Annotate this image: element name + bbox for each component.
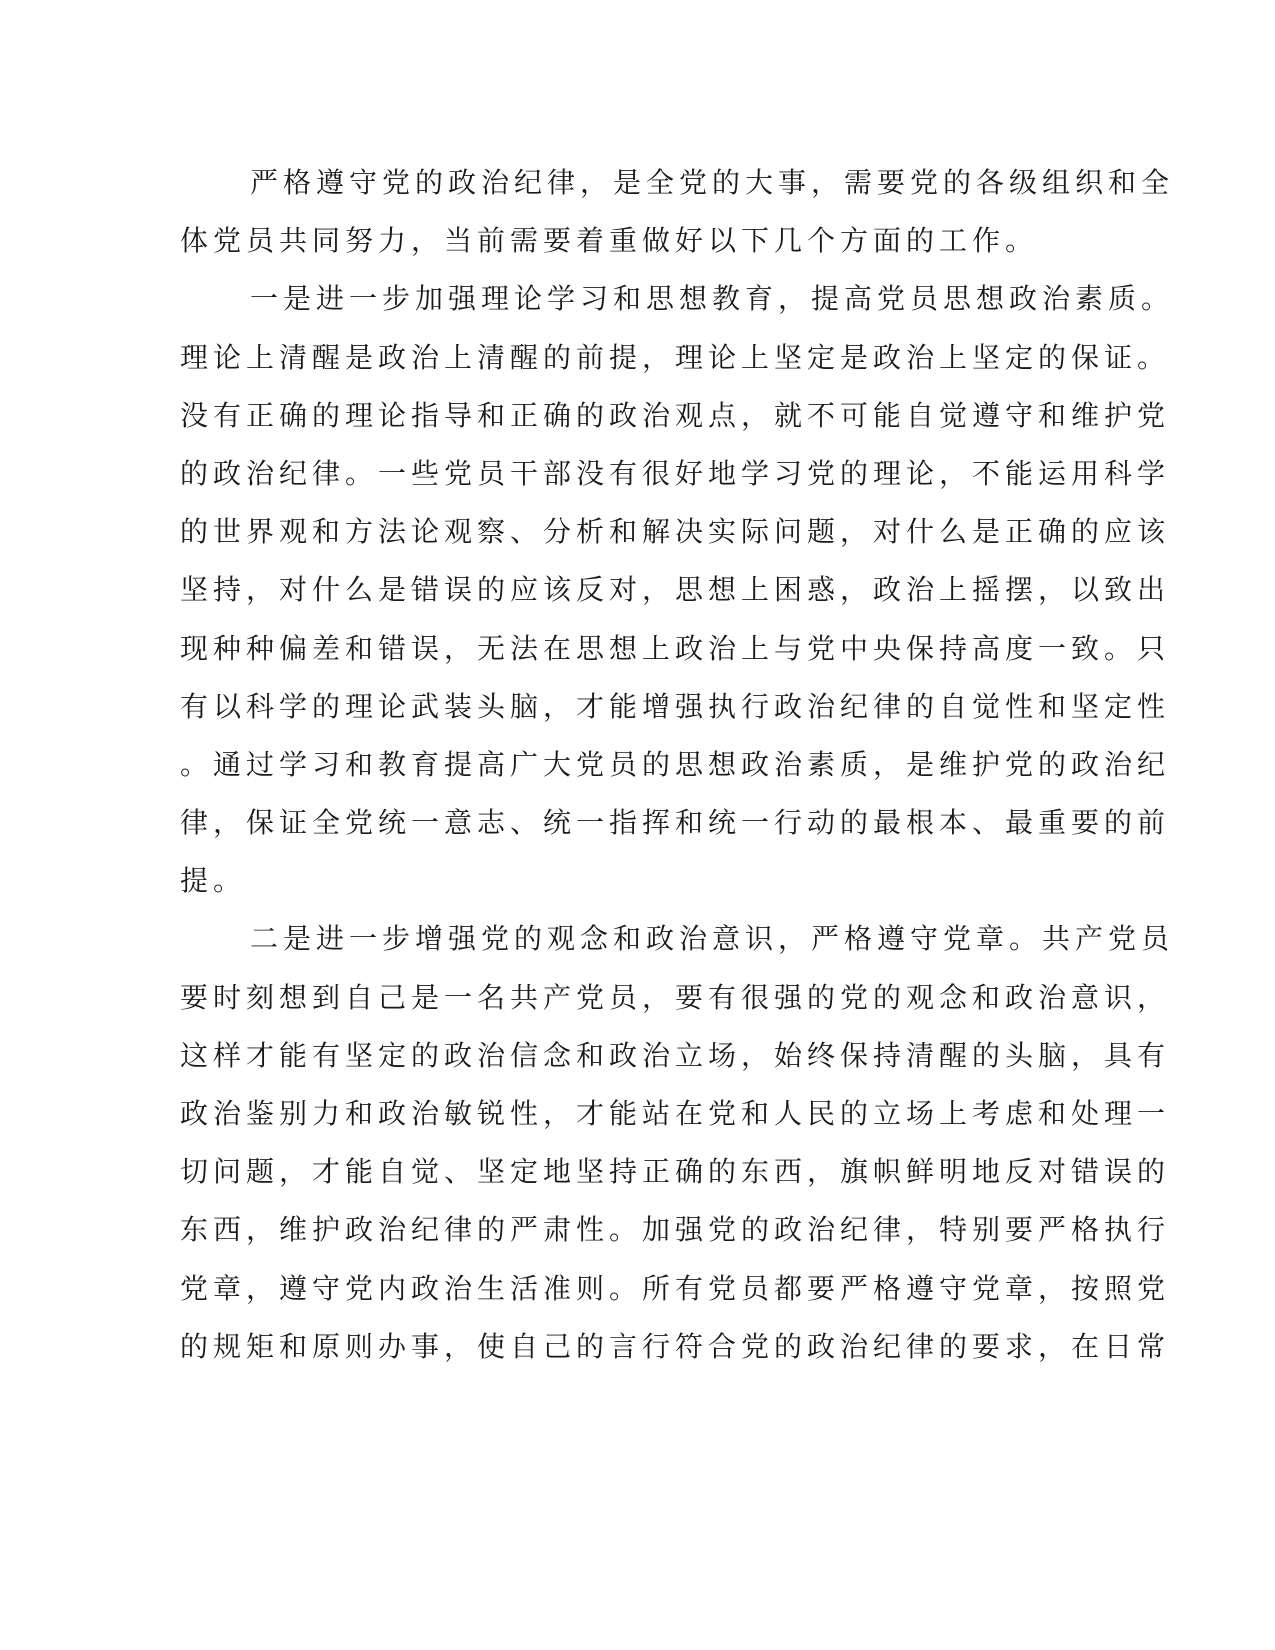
paragraph-line: 的世界观和方法论观察、分析和解决实际问题，对什么是正确的应该 (180, 515, 1171, 549)
paragraph-line: 提。 (180, 864, 247, 898)
paragraph-line: 现种种偏差和错误，无法在思想上政治上与党中央保持高度一致。只 (180, 631, 1171, 665)
paragraph-line: 政治鉴别力和政治敏锐性，才能站在党和人民的立场上考虑和处理一 (180, 1097, 1171, 1130)
paragraph-line: 体党员共同努力，当前需要着重做好以下几个方面的工作。 (180, 224, 1039, 258)
paragraph-line: 理论上清醒是政治上清醒的前提，理论上坚定是政治上坚定的保证。 (180, 340, 1171, 374)
paragraph-line: 坚持，对什么是错误的应该反对，思想上困惑，政治上摇摆，以致出 (180, 573, 1171, 607)
paragraph-1 (180, 154, 1175, 270)
paragraph-line: 有以科学的理论武装头脑，才能增强执行政治纪律的自觉性和坚定性 (180, 689, 1171, 723)
paragraph-line: 一是进一步加强理论学习和思想教育，提高党员思想政治素质。 (250, 282, 1175, 316)
document-body (180, 154, 1175, 1376)
paragraph-line: 没有正确的理论指导和正确的政治观点，就不可能自觉遵守和维护党 (180, 398, 1171, 432)
paragraph-line: 东西，维护政治纪律的严肃性。加强党的政治纪律，特别要严格执行 (180, 1213, 1171, 1247)
paragraph-3 (180, 910, 1175, 1376)
paragraph-line: 严格遵守党的政治纪律，是全党的大事，需要党的各级组织和全 (250, 166, 1175, 199)
paragraph-line: 的规矩和原则办事，使自己的言行符合党的政治纪律的要求，在日常 (180, 1329, 1171, 1363)
paragraph-line: 的政治纪律。一些党员干部没有很好地学习党的理论，不能运用科学 (180, 456, 1171, 490)
paragraph-line: 党章，遵守党内政治生活准则。所有党员都要严格遵守党章，按照党 (180, 1271, 1171, 1305)
paragraph-line: 律，保证全党统一意志、统一指挥和统一行动的最根本、最重要的前 (180, 806, 1171, 840)
paragraph-2 (180, 270, 1175, 910)
paragraph-line: 这样才能有坚定的政治信念和政治立场，始终保持清醒的头脑，具有 (180, 1038, 1171, 1072)
paragraph-line: 切问题，才能自觉、坚定地坚持正确的东西，旗帜鲜明地反对错误的 (180, 1155, 1171, 1189)
paragraph-line: 要时刻想到自己是一名共产党员，要有很强的党的观念和政治意识， (180, 980, 1171, 1014)
paragraph-line: 二是进一步增强党的观念和政治意识，严格遵守党章。共产党员 (250, 922, 1175, 956)
paragraph-line: 。通过学习和教育提高广大党员的思想政治素质，是维护党的政治纪 (180, 747, 1171, 781)
